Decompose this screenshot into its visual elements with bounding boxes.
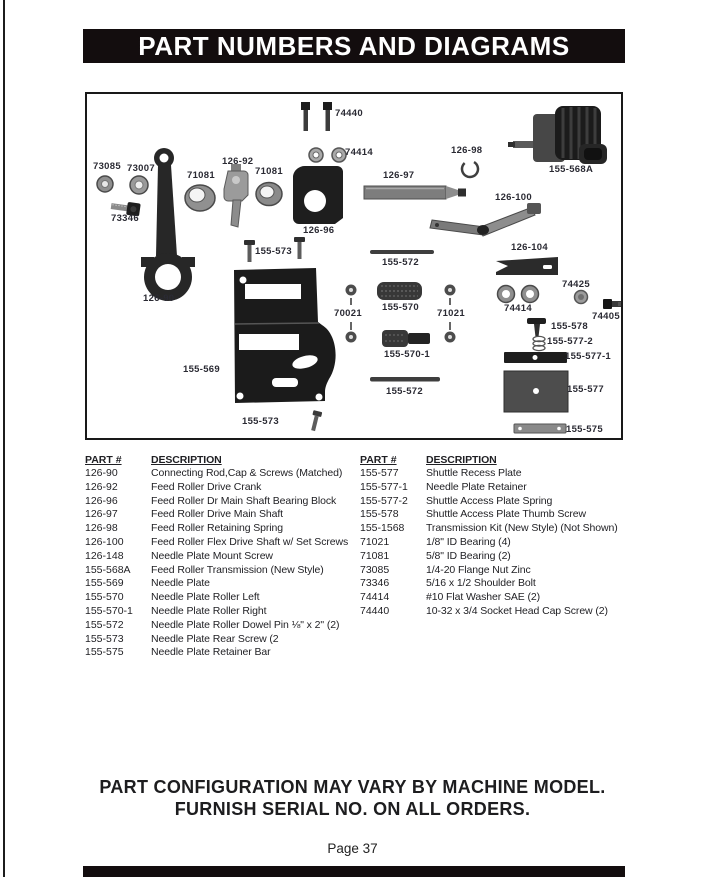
part-label-155-573: 155-573 [255,246,292,257]
part-number-cell: 155-575 [85,646,124,659]
part-number-cell: 126-98 [85,522,118,535]
description-cell: Shuttle Access Plate Spring [426,494,553,507]
table-row [85,577,360,591]
table-header [360,453,640,467]
description-cell: 10-32 x 3/4 Socket Head Cap Screw (2) [426,604,608,617]
part-number-cell: 155-577-1 [360,480,408,493]
part-label-126-90: 126-90 [143,293,175,304]
part-label-155-570: 155-570 [382,302,419,313]
description-cell: Feed Roller Flex Drive Shaft w/ Set Screws [151,535,349,548]
part-label-126-96: 126-96 [303,225,335,236]
part-label-70021: 70021 [334,308,362,319]
part-number-header: PART # [360,454,397,466]
page-title-text: PART NUMBERS AND DIAGRAMS [138,30,570,61]
description-cell: Needle Plate Retainer [426,480,527,493]
description-cell: Needle Plate Roller Left [151,591,260,604]
description-cell: 5/16 x 1/2 Shoulder Bolt [426,577,536,590]
table-row [85,481,360,495]
description-cell: Needle Plate Mount Screw [151,549,273,562]
table-header [85,453,360,467]
table-row [85,495,360,509]
part-label-155-575: 155-575 [566,424,603,435]
part-number-cell: 155-577-2 [360,494,408,507]
table-row [85,522,360,536]
table-row [85,508,360,522]
part-number-cell: 126-92 [85,480,118,493]
description-cell: Feed Roller Dr Main Shaft Bearing Block [151,494,337,507]
table-row [360,591,640,605]
table-row [85,619,360,633]
description-cell: Needle Plate [151,577,210,590]
table-row [360,605,640,619]
table-row [360,467,640,481]
part-number-cell: 155-577 [360,467,399,479]
table-row [85,633,360,647]
part-number-cell: 155-1568 [360,522,405,535]
part-number-cell: 155-573 [85,632,124,645]
description-cell: Needle Plate Roller Dowel Pin ⅛" x 2" (2) [151,618,340,631]
table-row [85,536,360,550]
part-label-74425: 74425 [562,279,590,290]
part-label-73007: 73007 [127,163,155,174]
part-label-155-570-1: 155-570-1 [384,349,431,360]
description-cell: Shuttle Access Plate Thumb Screw [426,508,587,521]
part-number-cell: 155-578 [360,508,399,521]
part-label-74414: 74414 [504,303,532,314]
table-row [85,591,360,605]
description-cell: #10 Flat Washer SAE (2) [426,591,541,604]
part-number-cell: 155-569 [85,577,124,590]
part-label-74414: 74414 [345,147,373,158]
description-cell: Feed Roller Drive Crank [151,480,262,493]
table-row [360,564,640,578]
part-label-155-572: 155-572 [382,257,419,268]
table-row [360,577,640,591]
page-title [83,29,625,63]
part-number-cell: 155-568A [85,563,131,576]
part-label-126-100: 126-100 [495,192,532,203]
part-number-cell: 73346 [360,577,390,590]
part-label-155-573: 155-573 [242,416,279,427]
part-number-cell: 71081 [360,549,390,562]
part-number-cell: 155-572 [85,618,124,631]
description-cell: Needle Plate Roller Right [151,604,267,617]
part-number-cell: 126-90 [85,467,118,479]
part-number-header: PART # [85,454,122,466]
description-cell: 5/8" ID Bearing (2) [426,549,511,562]
description-cell: Needle Plate Rear Screw (2 [151,632,279,645]
part-label-74440: 74440 [335,108,363,119]
parts-diagram [85,92,623,440]
part-label-155-568A: 155-568A [549,164,594,175]
page-number: Page 37 [327,841,378,856]
part-label-155-577: 155-577 [567,384,604,395]
description-cell: Transmission Kit (New Style) (Not Shown) [426,522,618,535]
part-label-155-577-1: 155-577-1 [565,351,612,362]
description-cell: Feed Roller Retaining Spring [151,522,284,535]
description-header: DESCRIPTION [426,454,497,466]
description-cell: Feed Roller Transmission (New Style) [151,563,324,576]
part-label-126-92: 126-92 [222,156,254,167]
table-row [85,605,360,619]
description-cell: 1/4-20 Flange Nut Zinc [426,563,531,576]
footer-note [0,776,705,820]
part-label-155-577-2: 155-577-2 [547,336,594,347]
part-label-155-572: 155-572 [386,386,423,397]
part-label-73085: 73085 [93,161,121,172]
part-number-cell: 71021 [360,535,390,548]
part-label-155-569: 155-569 [183,364,220,375]
part-number-cell: 74440 [360,604,390,617]
table-row [360,508,640,522]
table-row [85,467,360,481]
part-number-cell: 155-570 [85,591,124,604]
part-label-71021: 71021 [437,308,465,319]
part-label-126-104: 126-104 [511,242,548,253]
table-row [85,646,360,660]
parts-tables [85,453,640,660]
part-number-cell: 155-570-1 [85,604,133,617]
table-body-left [85,467,360,660]
part-number-cell: 74414 [360,591,390,604]
description-cell: 1/8" ID Bearing (4) [426,535,511,548]
description-cell: Feed Roller Drive Main Shaft [151,508,284,521]
table-row [360,550,640,564]
table-row [360,495,640,509]
part-label-155-578: 155-578 [551,321,588,332]
part-label-126-97: 126-97 [383,170,415,181]
table-row [360,481,640,495]
description-cell: Needle Plate Retainer Bar [151,646,271,659]
table-row [85,564,360,578]
description-cell: Connecting Rod,Cap & Screws (Matched) [151,467,343,479]
parts-table-right [360,453,640,660]
part-number-cell: 126-97 [85,508,118,521]
footer-line-2: FURNISH SERIAL NO. ON ALL ORDERS. [174,799,531,819]
part-label-73346: 73346 [111,213,139,224]
footer-line-1: PART CONFIGURATION MAY VARY BY MACHINE MODEL. [99,777,606,797]
part-number-cell: 73085 [360,563,390,576]
part-label-126-98: 126-98 [451,145,483,156]
table-row [85,550,360,564]
page-edge-line [3,0,5,877]
part-number-cell: 126-148 [85,549,124,562]
parts-table-left [85,453,360,660]
part-number-cell: 126-100 [85,535,124,548]
table-body-right [360,467,640,619]
part-number-cell: 126-96 [85,494,118,507]
table-row [360,522,640,536]
diagram-labels [87,94,621,438]
part-label-74405: 74405 [592,311,620,322]
part-label-71081: 71081 [187,170,215,181]
description-header: DESCRIPTION [151,454,222,466]
bottom-bar [83,866,625,877]
description-cell: Shuttle Recess Plate [426,467,522,479]
part-label-71081: 71081 [255,166,283,177]
table-row [360,536,640,550]
